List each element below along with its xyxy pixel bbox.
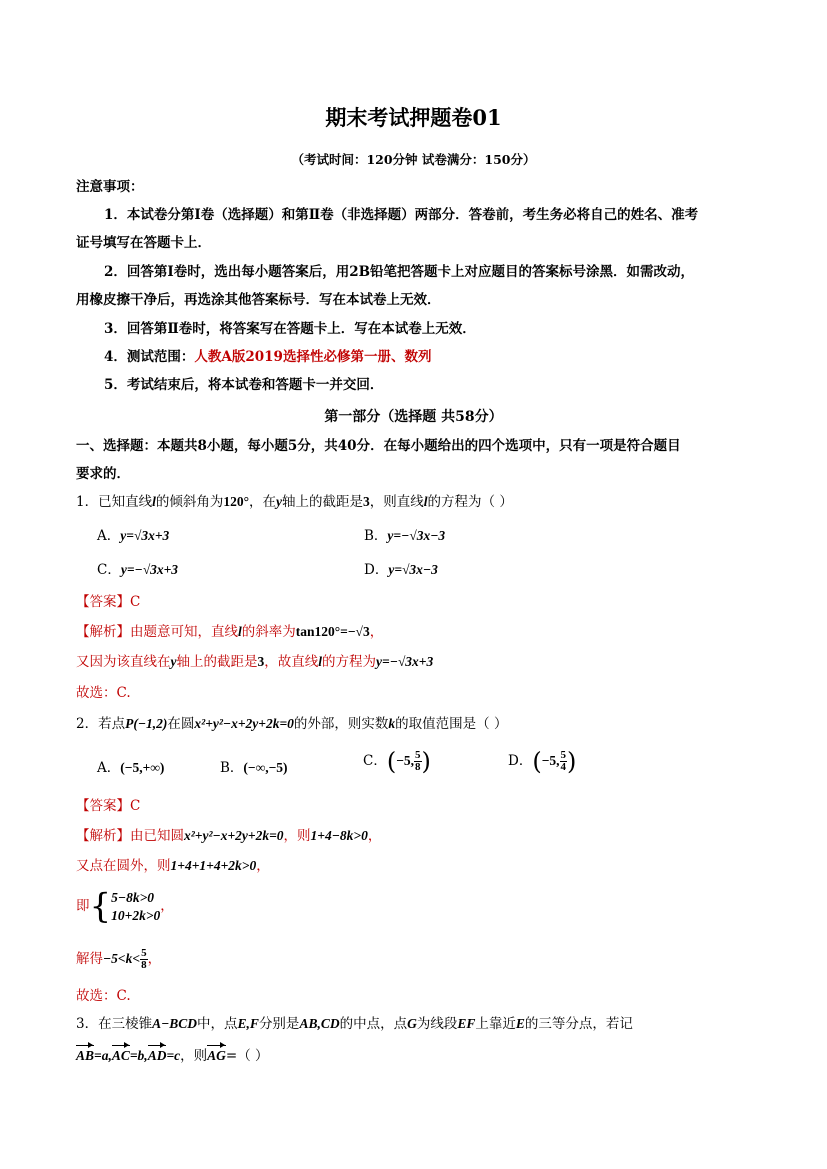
- exp-text: 解得: [76, 951, 103, 967]
- q2-text: 的外部，则实数: [293, 716, 389, 732]
- frac-den: 8: [141, 959, 147, 971]
- exp-text: 由题意可知，直线: [130, 624, 238, 640]
- option-label: A．: [97, 760, 121, 776]
- q2-explanation-1: [76, 827, 381, 845]
- q3-stem-2: [76, 1047, 269, 1065]
- option-formula: y=√3x−3: [388, 562, 438, 577]
- exp-inequality: 1+4−8k>0: [310, 828, 368, 843]
- q2-var-k: k: [388, 716, 396, 731]
- note-1b: 证号填写在答题卡上．: [76, 235, 211, 251]
- option-formula: −5,: [396, 753, 415, 768]
- exam-info: （考试时间：120分钟 试卷满分：150分）: [291, 152, 536, 167]
- option-fraction: [560, 750, 568, 773]
- q2-explanation-3: [76, 886, 174, 926]
- paren-right: ): [421, 747, 431, 776]
- exp-text: 由已知圆: [130, 828, 184, 844]
- q2-circle: x²+y²−x+2y+2k=0: [194, 716, 294, 731]
- note-5: 5．考试结束后，将本试卷和答题卡一并交回．: [104, 377, 384, 393]
- q3-text: 3．在三棱锥: [76, 1016, 153, 1032]
- exp-tag: 【解析】: [76, 828, 130, 844]
- q3-segments: AB,CD: [299, 1016, 340, 1031]
- option-fraction: [414, 750, 422, 773]
- option-label: D．: [508, 753, 533, 769]
- inequality-system: [111, 889, 160, 925]
- notes-heading: 注意事项：: [76, 179, 144, 195]
- q1-option-c: [97, 560, 178, 580]
- q3-text: 为线段: [416, 1016, 458, 1032]
- q1-text: ，则直线: [369, 494, 424, 510]
- exp-text: 轴上的截距是: [176, 654, 258, 670]
- exp-var-l: l: [318, 654, 323, 669]
- exp-text: 的斜率为: [241, 624, 296, 640]
- q1-choose: 故选：C.: [76, 685, 131, 701]
- q2-explanation-4: [76, 943, 161, 975]
- q3-text: 的三等分点，若记: [524, 1016, 633, 1032]
- q1-text: 1．已知直线: [76, 494, 153, 510]
- q3-stem: [76, 1015, 633, 1033]
- page-title: 期末考试押题卷01: [325, 105, 502, 130]
- exp-text: ，: [256, 858, 270, 874]
- exp-text: ，: [160, 898, 174, 914]
- option-label: C．: [363, 753, 387, 769]
- q1-var-l: l: [152, 494, 156, 509]
- note-3: 3．回答第Ⅱ卷时，将答案写在答题卡上．写在本试卷上无效．: [104, 321, 476, 337]
- option-formula: y=√3x+3: [120, 528, 170, 543]
- exp-text: ，故直线: [264, 654, 319, 670]
- vector-ac: AC: [111, 1048, 130, 1063]
- q1-intercept: 3: [363, 494, 370, 509]
- q2-stem: [76, 715, 507, 733]
- vector-eq: =a,: [94, 1048, 112, 1063]
- q3-point-e: E: [515, 1016, 525, 1031]
- q1-angle: 120°: [223, 494, 250, 509]
- q1-option-b: [364, 526, 445, 546]
- exp-text: ，: [367, 828, 382, 844]
- q1-text: ，在: [249, 494, 277, 510]
- exp-text: 即: [76, 898, 90, 914]
- option-formula: (−∞,−5): [243, 760, 288, 775]
- q1-var-y: y: [276, 494, 283, 509]
- q1-text: 的倾斜角为: [155, 494, 224, 510]
- exp-tag: 【解析】: [76, 624, 130, 640]
- q3-text: 上靠近: [475, 1016, 516, 1032]
- option-formula: (−5,+∞): [120, 760, 165, 775]
- vector-eq: =b,: [129, 1048, 148, 1063]
- vector-ab: AB: [76, 1048, 95, 1063]
- exp-circle: x²+y²−x+2y+2k=0: [184, 828, 284, 843]
- q3-segment-ef: EF: [457, 1016, 476, 1031]
- exp-var-y: y: [170, 654, 177, 669]
- exp-text: ，: [369, 624, 384, 640]
- q2-answer: 【答案】C: [76, 798, 141, 814]
- paren-right: ): [567, 747, 577, 776]
- q1-answer: 【答案】C: [76, 594, 141, 610]
- system-row: 10+2k>0: [111, 907, 161, 923]
- exp-fraction: [140, 948, 148, 971]
- paren-left: (: [532, 747, 542, 776]
- option-label: B．: [220, 760, 244, 776]
- frac-den: 8: [415, 761, 421, 773]
- exp-text: 又因为该直线在: [76, 654, 171, 670]
- q1-option-d: [364, 560, 438, 580]
- option-label: B．: [364, 528, 388, 544]
- q2-text: 在圆: [167, 716, 195, 732]
- vector-ag: AG: [207, 1048, 226, 1063]
- part1-intro-b: 要求的．: [76, 466, 130, 482]
- q2-choose: 故选：C.: [76, 988, 131, 1004]
- note-2b: 用橡皮擦干净后，再选涂其他答案标号．写在本试卷上无效．: [76, 292, 441, 308]
- q2-option-a: [97, 758, 164, 778]
- system-brace: {: [89, 886, 112, 927]
- option-label: A．: [97, 528, 121, 544]
- q2-text: 的取值范围是（ ）: [395, 716, 508, 732]
- part1-intro-a: 一、选择题：本题共8小题，每小题5分，共40分．在每小题给出的四个选项中，只有一项是符合题目: [76, 438, 681, 454]
- system-row: 5−8k>0: [111, 889, 155, 905]
- q3-text: 分别是: [258, 1016, 300, 1032]
- paren-left: (: [386, 747, 397, 776]
- test-scope: 人教A版2019选择性必修第一册、数列: [194, 349, 432, 365]
- exp-equation: y=−√3x+3: [376, 654, 434, 669]
- q2-explanation-2: [76, 857, 270, 875]
- q1-text: 轴上的截距是: [282, 494, 364, 510]
- q1-stem: [76, 493, 513, 511]
- option-label: D．: [364, 562, 389, 578]
- q1-explanation-2: [76, 653, 433, 671]
- q1-option-a: [97, 526, 169, 546]
- exp-slope: tan120°=−√3: [295, 624, 370, 639]
- section-title: 第一部分（选择题 共58分）: [324, 409, 503, 425]
- option-formula: y=−√3x+3: [120, 562, 179, 577]
- q2-option-d: [508, 747, 577, 776]
- vector-ad: AD: [147, 1048, 167, 1063]
- q3-tetrahedron: A−BCD: [152, 1016, 198, 1031]
- q3-text: ，则: [180, 1048, 208, 1064]
- frac-num: 5: [141, 947, 147, 959]
- option-formula: y=−√3x−3: [387, 528, 446, 543]
- q2-option-c: [363, 747, 431, 776]
- frac-den: 4: [560, 761, 567, 773]
- exp-text: 的方程为: [322, 654, 377, 670]
- q1-var-l: l: [423, 494, 428, 509]
- exp-intercept: 3: [257, 654, 265, 669]
- option-formula: −5,: [541, 753, 560, 768]
- q2-text: 2．若点: [76, 716, 126, 732]
- note-4: [104, 348, 431, 366]
- vector-eq: =c: [166, 1048, 181, 1063]
- frac-num: 5: [560, 749, 567, 761]
- q2-point: P(−1,2): [125, 716, 168, 731]
- option-label: C．: [97, 562, 121, 578]
- q1-explanation-1: [76, 623, 383, 641]
- exp-var-l: l: [238, 624, 242, 639]
- q3-text: =（ ）: [225, 1048, 269, 1064]
- q2-option-b: [220, 758, 288, 778]
- q3-point-g: G: [407, 1016, 417, 1031]
- exp-inequality: 1+4+1+4+2k>0: [170, 858, 257, 873]
- q1-text: 的方程为（ ）: [427, 494, 513, 510]
- note-4-prefix: 4．测试范围：: [104, 349, 195, 365]
- exp-range: −5<k<: [103, 951, 141, 966]
- frac-num: 5: [415, 749, 421, 761]
- q3-text: 的中点，点: [339, 1016, 408, 1032]
- exp-text: ，: [147, 951, 162, 967]
- q3-points: E,F: [237, 1016, 259, 1031]
- note-2a: 2．回答第Ⅰ卷时，选出每小题答案后，用2B铅笔把答题卡上对应题目的答案标号涂黑．如需改动，: [104, 264, 695, 280]
- exp-text: 又点在圆外，则: [76, 858, 171, 874]
- note-1a: 1．本试卷分第Ⅰ卷（选择题）和第Ⅱ卷（非选择题）两部分．答卷前，考生务必将自己的姓名、准考: [104, 207, 699, 223]
- q3-text: 中，点: [197, 1016, 238, 1032]
- exp-text: ，则: [283, 828, 311, 844]
